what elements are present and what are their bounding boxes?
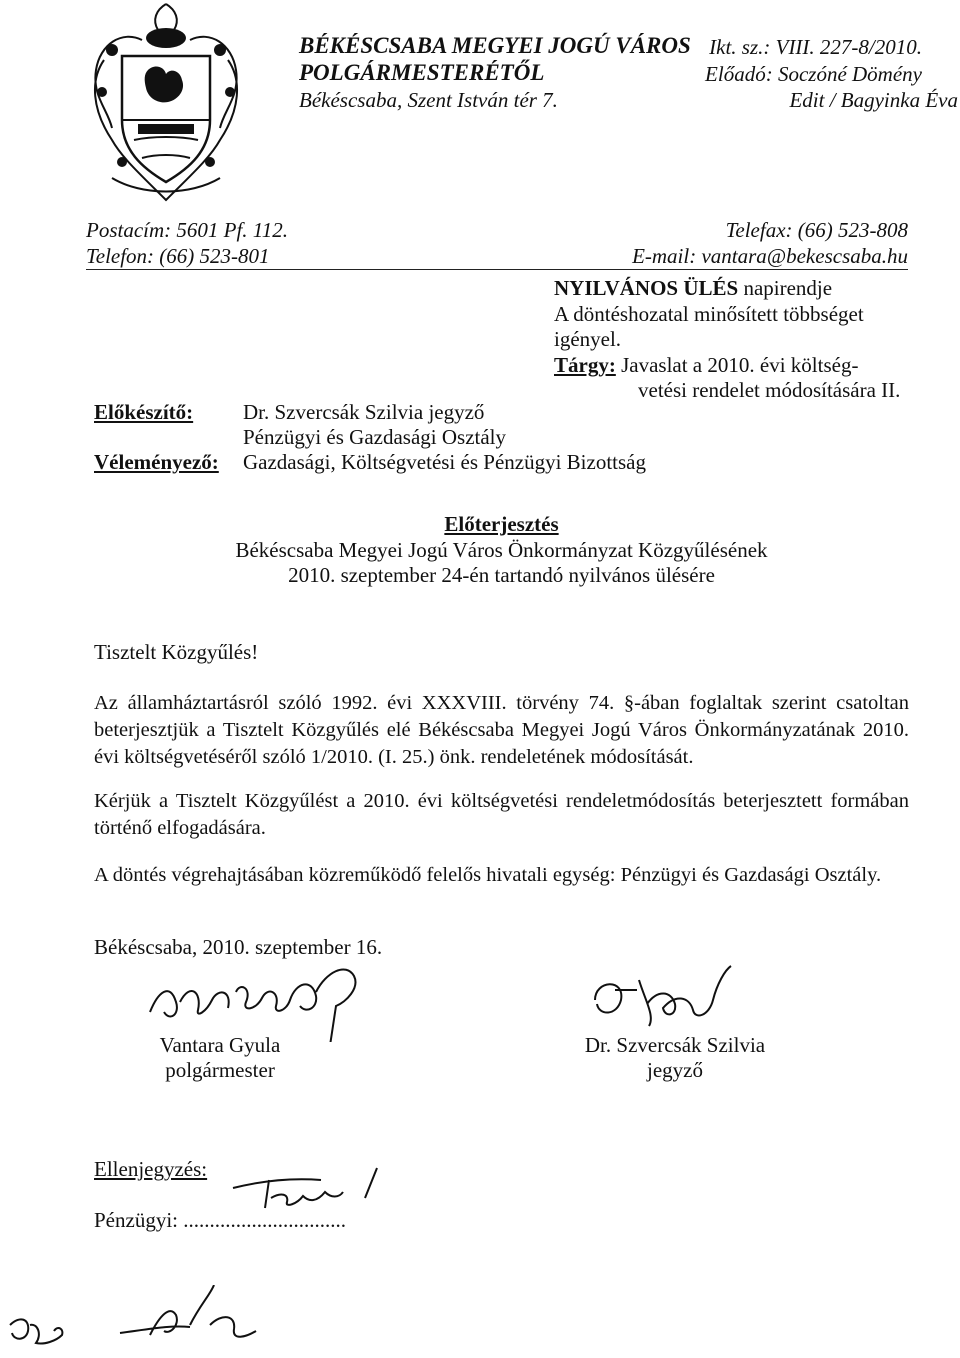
mayor-title: polgármester: [165, 1058, 275, 1082]
subject-text-cont: vetési rendelet módosítására II.: [638, 378, 901, 402]
notary-name: Dr. Szvercsák Szilvia: [584, 1033, 766, 1057]
notary-title: jegyző: [647, 1058, 703, 1082]
subject: [554, 353, 858, 378]
preparer-department: Pénzügyi és Gazdasági Osztály: [243, 425, 507, 449]
coat-of-arms-icon: [82, 0, 250, 206]
header-divider: [86, 269, 908, 270]
mayor-signature-icon: [140, 952, 400, 1042]
notary-signature-icon: [585, 960, 745, 1030]
proposal-title: Előterjesztés: [444, 512, 559, 536]
preparer-name: Dr. Szvercsák Szilvia jegyző: [243, 400, 485, 424]
email-address: E-mail: vantara@bekescsaba.hu: [632, 244, 908, 268]
finance-signature-icon: [225, 1158, 385, 1218]
proposal-session: 2010. szeptember 24-én tartandó nyilvános ülésére: [288, 563, 715, 587]
fax-number: Telefax: (66) 523-808: [725, 218, 908, 242]
presenter-continued: Edit / Bagyinka Éva: [789, 88, 958, 112]
subject-text: Javaslat a 2010. évi költség-: [615, 353, 859, 377]
majority-note-cont: igényel.: [554, 327, 622, 351]
phone-number: Telefon: (66) 523-801: [86, 244, 270, 268]
meeting-type: [554, 276, 832, 301]
mayor-name: Vantara Gyula: [159, 1033, 281, 1057]
initials-signature-icon: [0, 1285, 280, 1358]
meeting-agenda-label: napirendje: [738, 276, 833, 300]
office-name: POLGÁRMESTERÉTŐL: [299, 60, 545, 85]
finance-countersign: Pénzügyi: ...............................: [94, 1208, 346, 1232]
office-address: Békéscsaba, Szent István tér 7.: [299, 88, 558, 112]
salutation: Tisztelt Közgyűlés!: [94, 640, 259, 664]
city-name: BÉKÉSCSABA MEGYEI JOGÚ VÁROS: [299, 33, 691, 58]
reviewer-label: Véleményező:: [94, 450, 219, 474]
paragraph-responsible-unit: A döntés végrehajtásában közreműködő felelős hivatali egység: Pénzügyi és Gazdasági Osztály.: [94, 864, 882, 886]
proposal-addressee: Békéscsaba Megyei Jogú Város Önkormányzat Közgyűlésének: [235, 538, 768, 562]
presenter: Előadó: Soczóné Dömény: [705, 62, 922, 86]
reviewer-name: Gazdasági, Költségvetési és Pénzügyi Bizottság: [243, 450, 646, 474]
majority-note: A döntéshozatal minősített többséget: [554, 302, 864, 326]
paragraph-request: Kérjük a Tisztelt Közgyűlést a 2010. évi költségvetési rendeletmódosítás beterjesztett formában történő elfogadására.: [94, 790, 909, 839]
date-place: Békéscsaba, 2010. szeptember 16.: [94, 935, 383, 959]
postal-address: Postacím: 5601 Pf. 112.: [86, 218, 289, 242]
file-number: Ikt. sz.: VIII. 227-8/2010.: [709, 35, 922, 59]
countersign-label: Ellenjegyzés:: [94, 1157, 208, 1181]
meeting-public-label: NYILVÁNOS ÜLÉS: [554, 276, 739, 300]
subject-label: Tárgy:: [554, 353, 616, 377]
paragraph-legal-basis: Az államháztartásról szóló 1992. évi XXXVIII. törvény 74. §-ában foglaltak szerint csatoltan beterjesztjük a Tisztelt Közgyűlés elé Békéscsaba Megyei Jogú Város Önkormányzatának 2010. évi költségvetéséről szóló 1/2010. (I. 25.) önk. rendeletének módosítását.: [94, 692, 909, 768]
preparer-label: Előkészítő:: [94, 400, 194, 424]
